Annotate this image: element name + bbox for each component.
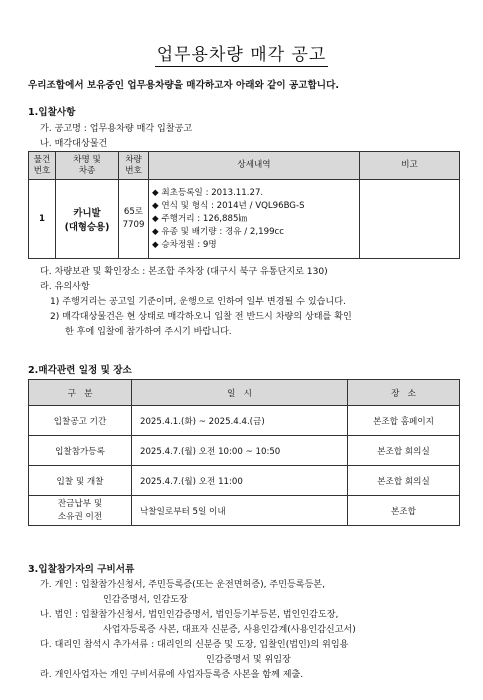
docs-sole-proprietor: 라. 개인사업자는 개인 구비서류에 사업자등록증 사본을 함께 제출. [40,670,304,680]
schedule-header [29,380,460,406]
schedule-date: 2025.4.1.(화) ~ 2025.4.4.(금) [132,406,348,436]
header-note: 비고 [360,152,460,180]
vehicle-table-header [29,152,460,180]
header-plate: 차량 번호 [119,152,149,180]
docs-individual-cont: 인감증명서, 인감도장 [103,595,188,605]
schedule-table [28,379,460,526]
header-car-name: 차명 및 차종 [56,152,119,180]
vehicle-details [149,180,360,259]
schedule-row [29,466,460,496]
schedule-gubun: 입찰참가등록 [29,436,132,466]
item-no: 1 [29,180,56,259]
section1-heading: 1.입찰사항 [28,107,76,118]
header-gubun: 구 분 [29,380,132,406]
caution-note-2-cont: 한 후에 입찰에 참가하여 주시기 바랍니다. [65,327,232,337]
schedule-place: 본조합 회의실 [348,436,460,466]
schedule-row [29,496,460,526]
docs-agent-cont: 인감증명서 및 위임장 [206,655,291,665]
docs-individual: 가. 개인 : 입찰참가신청서, 주민등록증(또는 운전면허증), 주민등록등본, [40,580,326,590]
detail-mileage: ◆ 주행거리 : 126,885㎞ [152,213,248,224]
title-text: 업무용차량 매각 공고 [156,45,327,65]
schedule-gubun: 입찰공고 기간 [29,406,132,436]
plate-number: 65로 7709 [119,180,149,259]
detail-model-year: ◆ 연식 및 형식 : 2014년 / VQL96BG-S [152,200,305,211]
intro-text: 우리조합에서 보유중인 업무용차량을 매각하고자 아래와 같이 공고합니다. [28,80,339,91]
header-date: 일 시 [132,380,348,406]
notice-name-line: 가. 공고명 : 업무용차량 매각 입찰공고 [40,124,193,134]
header-details: 상세내역 [149,152,360,180]
caution-note-1: 1) 주행거리는 공고일 기준이며, 운행으로 인하여 일부 변경될 수 있습니다. [50,297,346,307]
vehicle-table-row [29,180,460,259]
schedule-gubun: 입찰 및 개찰 [29,466,132,496]
car-name: 카니발 (대형승용) [56,180,119,259]
detail-fuel: ◆ 유종 및 배기량 : 경유 / 2,199cc [152,226,284,237]
docs-corporate: 나. 법인 : 입찰참가신청서, 법인인감증명서, 법인등기부등본, 법인인감도장, [40,610,339,620]
header-item-no: 물건 번호 [29,152,56,180]
note-cell [360,180,460,259]
details-list [152,187,359,252]
section3-heading: 3.입찰참가자의 구비서류 [28,564,135,575]
page-title [0,40,483,65]
caution-note-2: 2) 매각대상물건은 현 상태로 매각하오니 입찰 전 반드시 차량의 상태를 확인 [50,312,352,322]
caution-heading: 라. 유의사항 [40,282,90,292]
sale-object-line: 나. 매각대상물건 [40,139,108,149]
detail-first-registration: ◆ 최초등록일 : 2013.11.27. [152,187,264,198]
schedule-gubun: 잔금납부 및 소유권 이전 [29,496,132,526]
schedule-place: 본조합 홈페이지 [348,406,460,436]
docs-agent: 다. 대리인 참석시 추가서류 : 대리인의 신분증 및 도장, 입찰인(법인)의 위임용 [40,640,349,650]
schedule-date: 2025.4.7.(월) 오전 10:00 ~ 10:50 [132,436,348,466]
docs-corporate-cont: 사업자등록증 사본, 대표자 신분증, 사용인감계(사용인감신고서) [103,625,356,635]
schedule-row [29,436,460,466]
schedule-row [29,406,460,436]
detail-capacity: ◆ 승차정원 : 9명 [152,239,217,250]
vehicle-table [28,151,460,259]
storage-location-line: 다. 차량보관 및 확인장소 : 본조합 주차장 (대구시 북구 유통단지로 130) [40,267,328,277]
header-place: 장 소 [348,380,460,406]
schedule-place: 본조합 [348,496,460,526]
schedule-place: 본조합 회의실 [348,466,460,496]
schedule-date: 2025.4.7.(월) 오전 11:00 [132,466,348,496]
section2-heading: 2.매각관련 일정 및 장소 [28,365,132,376]
schedule-date: 낙찰일로부터 5일 이내 [132,496,348,526]
